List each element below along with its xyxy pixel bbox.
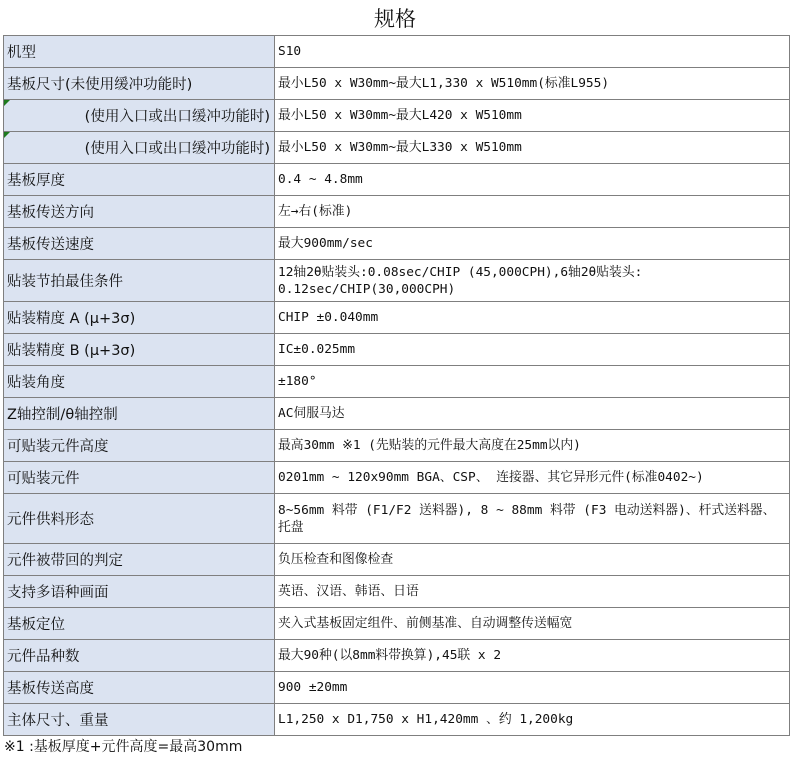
table-row (4, 704, 790, 736)
table-row (4, 462, 790, 494)
spec-value[interactable]: AC伺服马达 (275, 398, 790, 430)
spec-value[interactable]: 12轴2θ贴装头:0.08sec/CHIP (45,000CPH),6轴2θ贴装头: 0.12sec/CHIP(30,000CPH) (275, 260, 790, 302)
spec-label[interactable]: 基板传送速度 (4, 228, 275, 260)
table-row (4, 302, 790, 334)
spec-label[interactable]: 可贴装元件 (4, 462, 275, 494)
spec-value[interactable]: 英语、汉语、韩语、日语 (275, 576, 790, 608)
spec-label[interactable]: 基板传送高度 (4, 672, 275, 704)
table-row (4, 398, 790, 430)
table-row (4, 68, 790, 100)
spec-value[interactable]: 最小L50 x W30mm~最大L330 x W510mm (275, 132, 790, 164)
comment-marker (4, 100, 10, 106)
table-row (4, 640, 790, 672)
spec-value[interactable]: 0201mm ~ 120x90mm BGA、CSP、 连接器、其它异形元件(标准0402~) (275, 462, 790, 494)
spec-label-text: (使用入口或出口缓冲功能时) (84, 141, 270, 157)
spec-value[interactable]: 最小L50 x W30mm~最大L420 x W510mm (275, 100, 790, 132)
spec-label-indented[interactable] (4, 132, 275, 164)
spec-label-text: (使用入口或出口缓冲功能时) (84, 109, 270, 125)
spec-label[interactable]: 支持多语种画面 (4, 576, 275, 608)
spec-label[interactable]: Z轴控制/θ轴控制 (4, 398, 275, 430)
spec-value[interactable]: 最高30mm ※1 (先贴装的元件最大高度在25mm以内) (275, 430, 790, 462)
spec-label[interactable]: 基板传送方向 (4, 196, 275, 228)
spec-label[interactable]: 元件被带回的判定 (4, 544, 275, 576)
spec-value[interactable]: 负压检查和图像检查 (275, 544, 790, 576)
spec-value[interactable]: 最大900mm/sec (275, 228, 790, 260)
spec-label[interactable]: 基板定位 (4, 608, 275, 640)
spec-label[interactable]: 可贴装元件高度 (4, 430, 275, 462)
table-row (4, 430, 790, 462)
table-row (4, 228, 790, 260)
spec-label[interactable]: 贴装节拍最佳条件 (4, 260, 275, 302)
table-row (4, 672, 790, 704)
footnote: ※1 :基板厚度+元件高度=最高30mm (4, 739, 243, 755)
spec-label[interactable]: 主体尺寸、重量 (4, 704, 275, 736)
spec-value[interactable]: IC±0.025mm (275, 334, 790, 366)
spec-value[interactable]: 夹入式基板固定组件、前侧基准、自动调整传送幅宽 (275, 608, 790, 640)
spec-label[interactable]: 贴装精度 B (μ+3σ) (4, 334, 275, 366)
table-row (4, 334, 790, 366)
spec-label[interactable]: 贴装角度 (4, 366, 275, 398)
table-row (4, 100, 790, 132)
table-row (4, 260, 790, 302)
spec-label[interactable]: 贴装精度 A (μ+3σ) (4, 302, 275, 334)
spec-label-indented[interactable] (4, 100, 275, 132)
spec-value[interactable]: 8~56mm 料带 (F1/F2 送料器), 8 ~ 88mm 料带 (F3 电动送料器)、杆式送料器、托盘 (275, 494, 790, 544)
spec-label[interactable]: 机型 (4, 36, 275, 68)
table-row (4, 164, 790, 196)
table-row (4, 132, 790, 164)
comment-marker (4, 132, 10, 138)
spec-value[interactable]: 最小L50 x W30mm~最大L1,330 x W510mm(标准L955) (275, 68, 790, 100)
spec-value[interactable]: L1,250 x D1,750 x H1,420mm 、约 1,200kg (275, 704, 790, 736)
table-row (4, 366, 790, 398)
spec-label[interactable]: 基板尺寸(未使用缓冲功能时) (4, 68, 275, 100)
spec-value[interactable]: ±180° (275, 366, 790, 398)
spec-table (3, 35, 790, 736)
spec-label[interactable]: 元件品种数 (4, 640, 275, 672)
table-row (4, 608, 790, 640)
spec-value[interactable]: S10 (275, 36, 790, 68)
table-row (4, 576, 790, 608)
spec-value[interactable]: 0.4 ~ 4.8mm (275, 164, 790, 196)
spec-value[interactable]: 左→右(标准) (275, 196, 790, 228)
table-row (4, 36, 790, 68)
spec-label[interactable]: 元件供料形态 (4, 494, 275, 544)
table-row (4, 544, 790, 576)
spec-label[interactable]: 基板厚度 (4, 164, 275, 196)
spec-value[interactable]: 最大90种(以8mm料带换算),45联 x 2 (275, 640, 790, 672)
spec-value[interactable]: 900 ±20mm (275, 672, 790, 704)
table-row (4, 494, 790, 544)
spec-value[interactable]: CHIP ±0.040mm (275, 302, 790, 334)
sheet-title: 规格 (374, 7, 416, 31)
table-row (4, 196, 790, 228)
